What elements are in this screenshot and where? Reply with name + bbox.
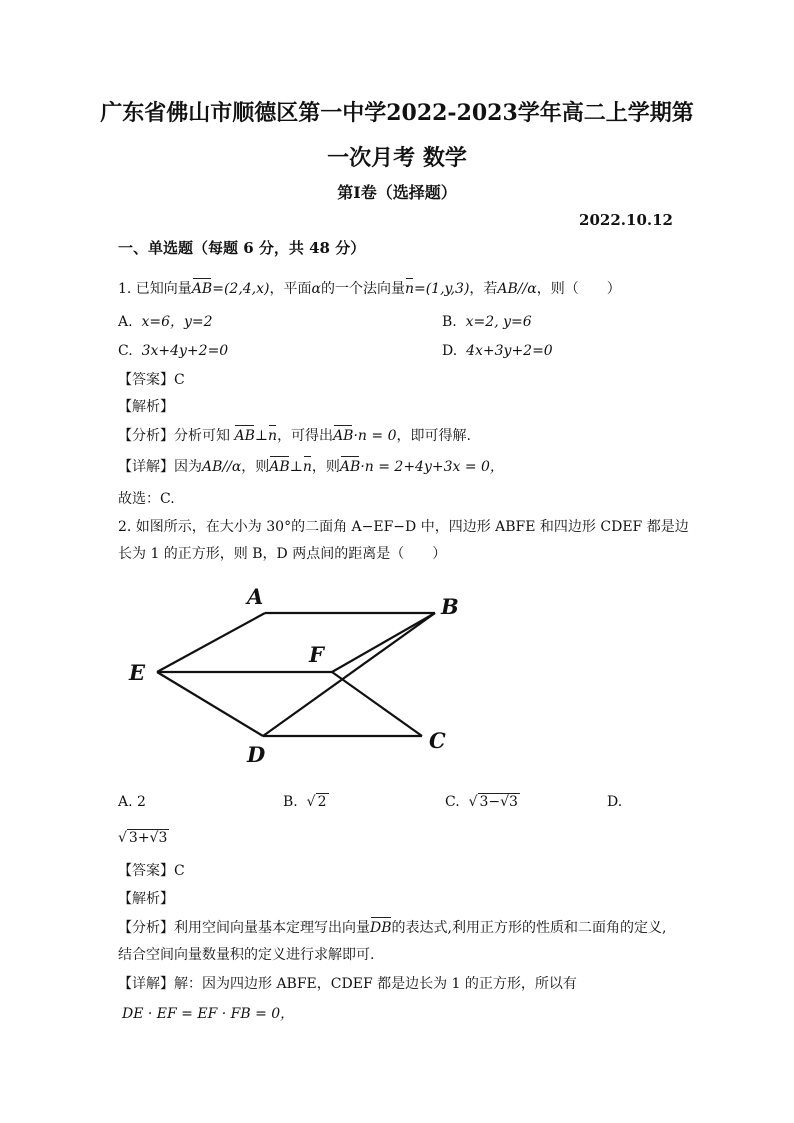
q2-option-a[interactable]: A. 2 bbox=[118, 794, 146, 810]
q1-analysis-tag: 【解析】 bbox=[118, 399, 174, 415]
volume-heading: 第Ⅰ卷（选择题） bbox=[337, 183, 457, 202]
xiangjie-tag: 【详解】 bbox=[118, 976, 174, 992]
q2-option-d-label[interactable]: D. bbox=[607, 794, 623, 810]
q1-stem-part: 的一个法向量 bbox=[320, 281, 405, 297]
q1-condition: AB//α bbox=[497, 281, 537, 297]
vector-ab: AB bbox=[269, 459, 290, 475]
fenxi-text: 利用空间向量基本定理写出向量 bbox=[174, 920, 370, 936]
segment-db bbox=[263, 613, 435, 736]
q1-stem-part: ，若 bbox=[469, 281, 498, 297]
q2-option-b[interactable] bbox=[283, 793, 329, 811]
option-value: 3+√3 bbox=[128, 830, 168, 846]
q1-stem bbox=[118, 280, 621, 298]
alpha-symbol: α bbox=[311, 281, 321, 297]
xiangjie-text: 解：因为四边形 ABFE，CDEF 都是边长为 1 的正方形，所以有 bbox=[174, 976, 577, 992]
answer-tag: 【答案】 bbox=[118, 863, 174, 879]
q1-option-b[interactable] bbox=[442, 313, 532, 331]
exam-date: 2022.10.12 bbox=[579, 211, 673, 229]
vector-db: DB bbox=[370, 920, 392, 936]
vector-n: n bbox=[302, 459, 312, 475]
edge-cf bbox=[332, 672, 422, 736]
option-text: 4x+3y+2=0 bbox=[466, 343, 553, 359]
sqrt-icon: √ bbox=[468, 794, 478, 810]
q2-stem-line1: 2. 如图所示，在大小为 30°的二面角 A−EF−D 中，四边形 ABFE 和四边形 CDEF 都是边 bbox=[118, 519, 689, 535]
q2-fenxi bbox=[118, 919, 666, 937]
fenxi-text: ，即可得解. bbox=[396, 428, 471, 444]
option-label: A. bbox=[118, 314, 133, 330]
vector-n: n bbox=[268, 428, 278, 444]
vertex-label-a: A bbox=[247, 584, 264, 609]
xiangjie-equation: ·n = 2+4y+3x = 0， bbox=[360, 459, 504, 475]
doc-title-line1: 广东省佛山市顺德区第一中学2022-2023学年高二上学期第 bbox=[100, 100, 694, 126]
vector-n: n bbox=[404, 281, 414, 297]
fenxi-text: ，可得出 bbox=[277, 428, 334, 444]
q1-option-c[interactable] bbox=[118, 342, 228, 360]
q2-xiangjie-equation: DE · EF = EF · FB = 0， bbox=[122, 1006, 295, 1022]
fenxi-text: 的表达式,利用正方形的性质和二面角的定义, bbox=[391, 920, 667, 936]
option-label: B. bbox=[283, 794, 298, 810]
dot-product-zero: ·n = 0 bbox=[353, 428, 397, 444]
option-label: C. bbox=[445, 794, 460, 810]
q1-xiangjie bbox=[118, 458, 504, 476]
vector-ab: AB bbox=[339, 459, 361, 475]
vector-ab: AB bbox=[234, 428, 255, 444]
option-value: 2 bbox=[317, 794, 327, 810]
option-text: x=6，y=2 bbox=[141, 314, 213, 330]
fenxi-tag: 【分析】 bbox=[118, 920, 174, 936]
q1-conclusion: 故选：C. bbox=[118, 491, 175, 507]
edge-ea bbox=[157, 613, 265, 672]
q1-fenxi bbox=[118, 427, 471, 445]
option-label: D. bbox=[442, 343, 458, 359]
option-text: x=2, y=6 bbox=[465, 314, 532, 330]
q2-xiangjie bbox=[118, 975, 577, 993]
sqrt-icon: √ bbox=[306, 794, 316, 810]
q1-condition: AB//α bbox=[202, 459, 242, 475]
xiangjie-text: ，则 bbox=[241, 459, 270, 475]
vertex-label-b: B bbox=[441, 594, 459, 619]
q2-analysis-tag: 【解析】 bbox=[118, 891, 174, 907]
q1-option-d[interactable] bbox=[442, 342, 553, 360]
perp-symbol: ⊥ bbox=[289, 459, 303, 475]
answer-value: C bbox=[174, 372, 185, 388]
vector-ab: AB bbox=[191, 281, 213, 297]
q2-option-d-value[interactable] bbox=[118, 829, 169, 847]
doc-title-line2: 一次月考 数学 bbox=[327, 145, 467, 171]
vertex-label-c: C bbox=[429, 728, 446, 753]
q1-option-a[interactable] bbox=[118, 313, 213, 331]
section-heading: 一、单选题（每题 6 分，共 48 分） bbox=[118, 239, 366, 257]
fenxi-text: 分析可知 bbox=[174, 428, 230, 444]
q1-stem-part: 1. 已知向量 bbox=[118, 281, 192, 297]
vertex-label-f: F bbox=[309, 642, 324, 667]
perp-symbol: ⊥ bbox=[254, 428, 269, 444]
answer-tag: 【答案】 bbox=[118, 372, 174, 388]
option-text: 3x+4y+2=0 bbox=[141, 343, 229, 359]
q1-stem-part: ，则（ ） bbox=[536, 281, 621, 297]
q2-fenxi-line2: 结合空间向量数量积的定义进行求解即可. bbox=[118, 947, 375, 963]
xiangjie-text: 因为 bbox=[174, 459, 202, 475]
q1-eq-n: =(1,y,3) bbox=[413, 281, 470, 297]
option-value: 3−√3 bbox=[479, 794, 518, 810]
q1-stem-part: ，平面 bbox=[269, 281, 312, 297]
xiangjie-text: ，则 bbox=[311, 459, 340, 475]
q2-option-c[interactable] bbox=[445, 793, 520, 811]
q2-stem-line2: 长为 1 的正方形，则 B，D 两点间的距离是（ ） bbox=[118, 546, 447, 562]
q1-answer bbox=[118, 371, 185, 389]
option-label: C. bbox=[118, 343, 133, 359]
vertex-label-e: E bbox=[129, 660, 146, 685]
edge-ed bbox=[157, 672, 263, 736]
option-label: B. bbox=[442, 314, 457, 330]
vertex-label-d: D bbox=[247, 742, 266, 767]
fenxi-tag: 【分析】 bbox=[118, 428, 174, 444]
answer-value: C bbox=[174, 863, 185, 879]
sqrt-icon: √ bbox=[118, 830, 127, 846]
q1-eq-ab: =(2,4,x) bbox=[212, 281, 270, 297]
edge-bf bbox=[332, 613, 435, 672]
q2-answer bbox=[118, 862, 185, 880]
vector-ab: AB bbox=[333, 428, 354, 444]
dihedral-diagram bbox=[120, 580, 460, 770]
xiangjie-tag: 【详解】 bbox=[118, 459, 174, 475]
